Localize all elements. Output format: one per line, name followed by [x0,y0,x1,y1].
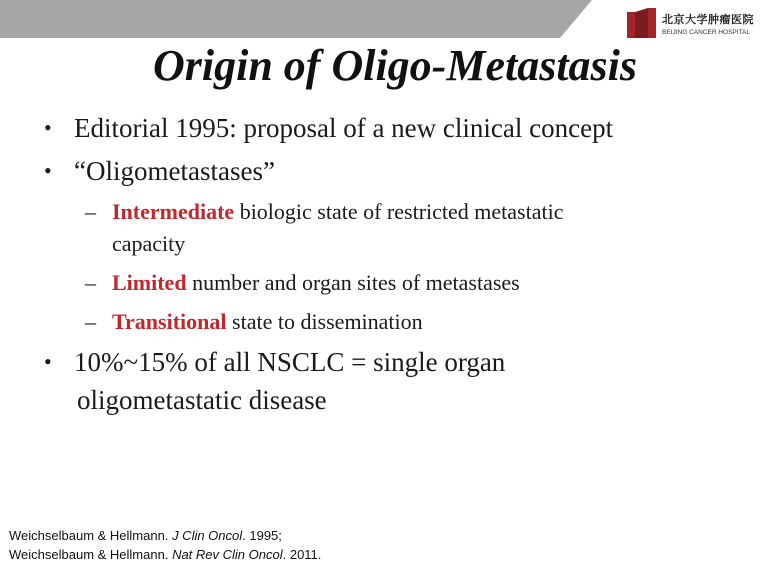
dash-icon: – [85,199,96,224]
highlight-word: Limited [112,270,187,295]
hospital-logo-icon [626,6,658,40]
sub-bullet-text: biologic state of restricted metastatic [234,199,564,224]
sub-bullet-intermediate-cont [112,228,185,260]
bullet-text: oligometastatic disease [77,385,327,415]
sub-bullet-limited [85,267,520,299]
reference-2: Weichselbaum & Hellmann. Nat Rev Clin Oncol. 2011. [9,547,322,562]
sub-bullet-text: state to dissemination [226,309,423,334]
bullet-nsclc-cont [77,384,327,416]
bullet-editorial [44,112,614,144]
sub-bullet-transitional [85,306,423,338]
bullet-text: “Oligometastases” [74,156,275,186]
sub-bullet-text: capacity [112,231,186,256]
bullet-icon: • [44,158,52,183]
dash-icon: – [85,309,96,334]
logo-chinese-name: 北京大学肿瘤医院 [662,13,754,26]
bullet-text: 10%~15% of all NSCLC = single organ [74,347,506,377]
journal-name: Nat Rev Clin Oncol [172,547,283,562]
bullet-icon: • [44,115,52,140]
highlight-word: Intermediate [112,199,235,224]
sub-bullet-text: number and organ sites of metastases [186,270,520,295]
logo-english-name: BEIJING CANCER HOSPITAL [662,29,751,36]
bullet-oligometastases [44,155,275,187]
bullet-nsclc [44,346,506,378]
references [9,526,321,564]
dash-icon: – [85,270,96,295]
bullet-icon: • [44,349,52,374]
slide-title: Origin of Oligo-Metastasis [152,41,638,90]
highlight-word: Transitional [112,309,227,334]
journal-name: J Clin Oncol [172,528,243,543]
reference-1: Weichselbaum & Hellmann. J Clin Oncol. 1995; [9,528,282,543]
bullet-text: Editorial 1995: proposal of a new clinical concept [74,113,614,143]
sub-bullet-intermediate [85,196,564,228]
